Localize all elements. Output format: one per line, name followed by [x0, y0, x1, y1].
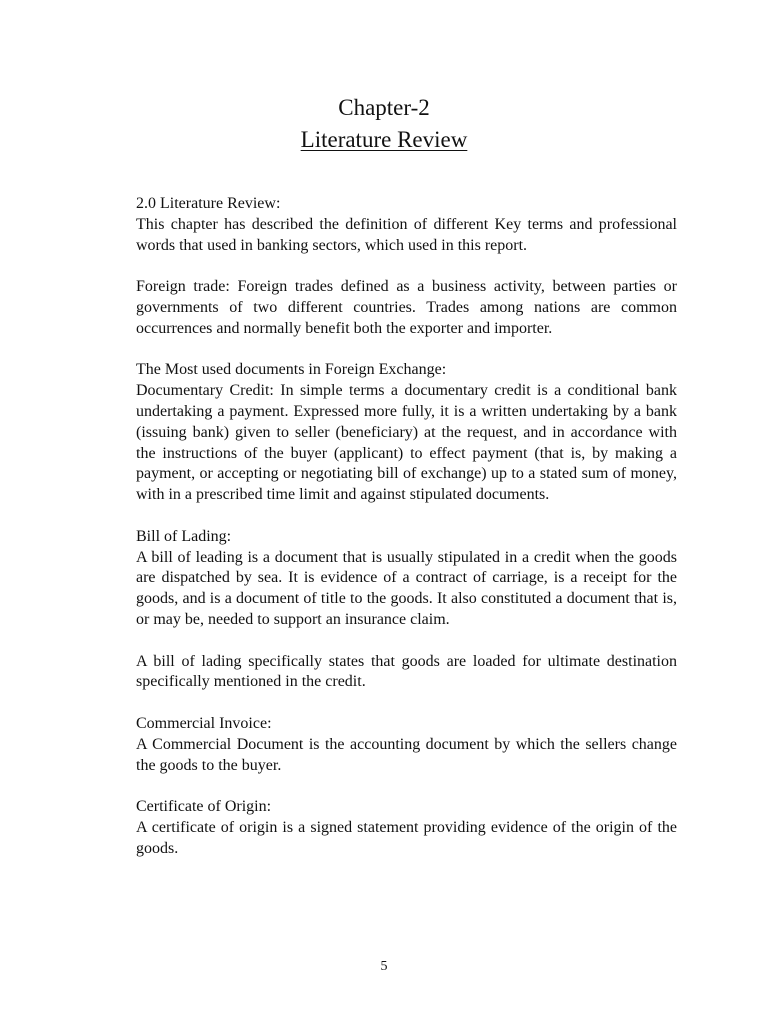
section-heading: Certificate of Origin:	[136, 798, 272, 816]
chapter-number: Chapter-2	[338, 95, 430, 120]
section-body: A bill of lading specifically states that goods are loaded for ultimate destination specifically mentioned in the credit.	[136, 652, 677, 691]
section-body: A certificate of origin is a signed statement providing evidence of the origin of the goods.	[136, 818, 677, 857]
section-bill-of-lading	[136, 527, 677, 631]
section-heading: The Most used documents in Foreign Exchange:	[136, 361, 447, 379]
section-body: Documentary Credit: In simple terms a documentary credit is a conditional bank undertaking a payment. Expressed more fully, it is a written undertaking by a bank (issuing bank) given to seller (beneficiary) at the request, and in accordance with the instructions of the buyer (applicant) to effect payment (that is, by making a payment, or accepting or negotiating bill of exchange) up to a stated sum of money, with in a prescribed time limit and against stipulated documents.	[136, 382, 677, 504]
section-body: A bill of leading is a document that is usually stipulated in a credit when the goods are dispatched by sea. It is evidence of a contract of carriage, is a receipt for the goods, and is a document of title to the goods. It also constituted a document that is, or may be, needed to support an insurance claim.	[136, 548, 677, 628]
page-number: 5	[380, 959, 388, 974]
section-heading: Bill of Lading:	[136, 527, 232, 545]
section-body: Foreign trade: Foreign trades defined as a business activity, between parties or governments of two different countries. Trades among nations are common occurrences and normally benefit both the exporter and importer.	[136, 278, 677, 337]
section-heading: Commercial Invoice:	[136, 714, 272, 732]
section-commercial-invoice	[136, 714, 677, 776]
section-body: A Commercial Document is the accounting document by which the sellers change the goods to the buyer.	[136, 735, 677, 774]
section-foreign-trade	[136, 277, 677, 339]
section-documents	[136, 360, 677, 506]
chapter-header	[0, 93, 768, 155]
section-bill-of-lading-note	[136, 652, 677, 694]
section-body: This chapter has described the definition of different Key terms and professional words that used in banking sectors, which used in this report.	[136, 215, 677, 254]
section-literature-review	[136, 194, 677, 256]
section-certificate-of-origin	[136, 797, 677, 859]
chapter-content	[136, 194, 677, 880]
chapter-title: Literature Review	[300, 127, 468, 152]
section-heading: 2.0 Literature Review:	[136, 195, 281, 212]
